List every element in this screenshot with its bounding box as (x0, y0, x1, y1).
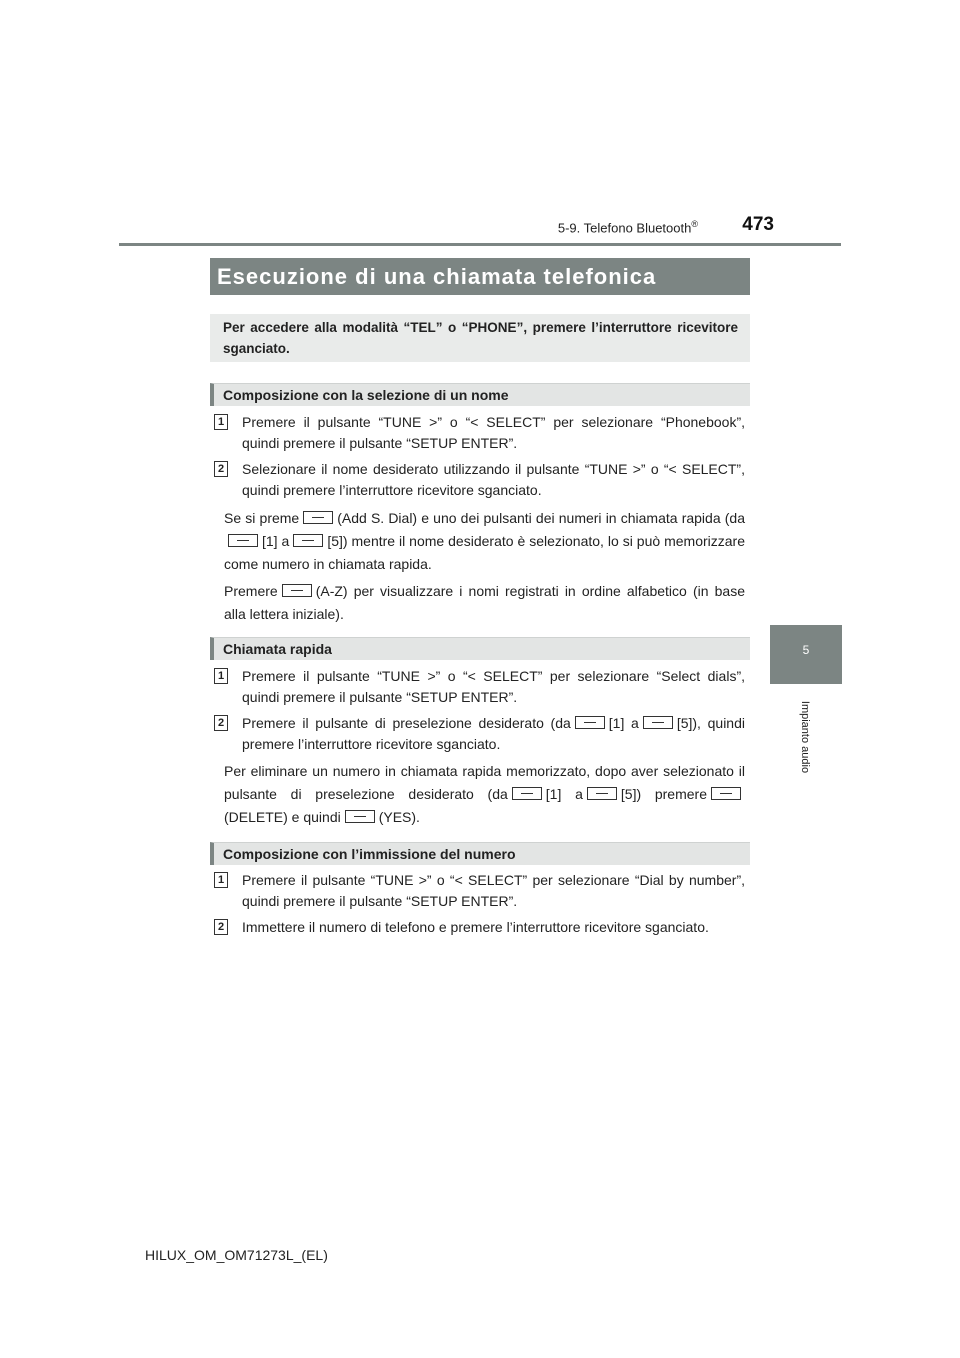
step-text: Premere il pulsante di preselezione desiderato (da [1] a [5]), quindi premere l’interruttore ricevitore sganciato. (242, 715, 745, 752)
step-item (214, 666, 745, 708)
running-header-section: 5-9. Telefono Bluetooth® (557, 219, 698, 236)
step-number-badge: 2 (214, 715, 228, 731)
soft-button-icon (293, 534, 323, 547)
step-item (214, 713, 745, 755)
intro-box: Per accedere alla modalità “TEL” o “PHONE”, premere l’interruttore ricevitore sganciato. (210, 314, 750, 362)
soft-button-icon (228, 534, 258, 547)
document-code: HILUX_OM_OM71273L_(EL) (145, 1247, 328, 1263)
page-title: Esecuzione di una chiamata telefonica (210, 258, 750, 295)
soft-button-icon (345, 810, 375, 823)
step-number-badge: 1 (214, 872, 228, 888)
step-number-badge: 1 (214, 414, 228, 430)
step-number-badge: 1 (214, 668, 228, 684)
soft-button-icon (512, 787, 542, 800)
page-number: 473 (742, 214, 774, 235)
step-item (214, 917, 745, 938)
registered-mark: ® (691, 219, 698, 229)
step-item (214, 412, 745, 454)
section-heading-name-dial: Composizione con la selezione di un nome (210, 383, 750, 406)
section-heading-speed-dial: Chiamata rapida (210, 637, 750, 660)
step-text: Immettere il numero di telefono e premere l’interruttore ricevitore sganciato. (242, 919, 709, 935)
note-delete-speed-dial: Per eliminare un numero in chiamata rapida memorizzato, dopo aver selezionato il pulsante di preselezione desiderato (da [1] a [5]) premere(DELETE) e quindi (YES). (224, 763, 745, 825)
step-text: Premere il pulsante “TUNE >” o “< SELECT” per selezionare “Dial by number”, quindi premere il pulsante “SETUP ENTER”. (242, 872, 745, 909)
step-item (214, 459, 745, 501)
note-speed-dial-register: Se si preme (Add S. Dial) e uno dei pulsanti dei numeri in chiamata rapida (da[1] a [5]) mentre il nome desiderato è selezionato, lo si può memorizzare come numero in chiamata rapida. (224, 510, 745, 572)
chapter-side-label: Impianto audio (799, 700, 811, 774)
chapter-number: 5 (802, 643, 810, 657)
soft-button-icon (575, 716, 605, 729)
soft-button-icon (303, 511, 333, 524)
soft-button-icon (587, 787, 617, 800)
section-heading-number-dial: Composizione con l’immissione del numero (210, 842, 750, 865)
soft-button-icon (711, 787, 741, 800)
step-number-badge: 2 (214, 461, 228, 477)
step-text: Selezionare il nome desiderato utilizzando il pulsante “TUNE >” o “< SELECT”, quindi premere l’interruttore ricevitore sganciato. (242, 461, 745, 498)
soft-button-icon (643, 716, 673, 729)
soft-button-icon (282, 584, 312, 597)
chapter-tab (770, 625, 842, 684)
step-item (214, 870, 745, 912)
step-text: Premere il pulsante “TUNE >” o “< SELECT” per selezionare “Phonebook”, quindi premere il pulsante “SETUP ENTER”. (242, 414, 745, 451)
note-alphabetical: Premere (A-Z) per visualizzare i nomi registrati in ordine alfabetico (in base alla lettera iniziale). (224, 583, 745, 622)
header-rule (119, 243, 841, 246)
step-text: Premere il pulsante “TUNE >” o “< SELECT” per selezionare “Select dials”, quindi premere il pulsante “SETUP ENTER”. (242, 668, 745, 705)
step-number-badge: 2 (214, 919, 228, 935)
